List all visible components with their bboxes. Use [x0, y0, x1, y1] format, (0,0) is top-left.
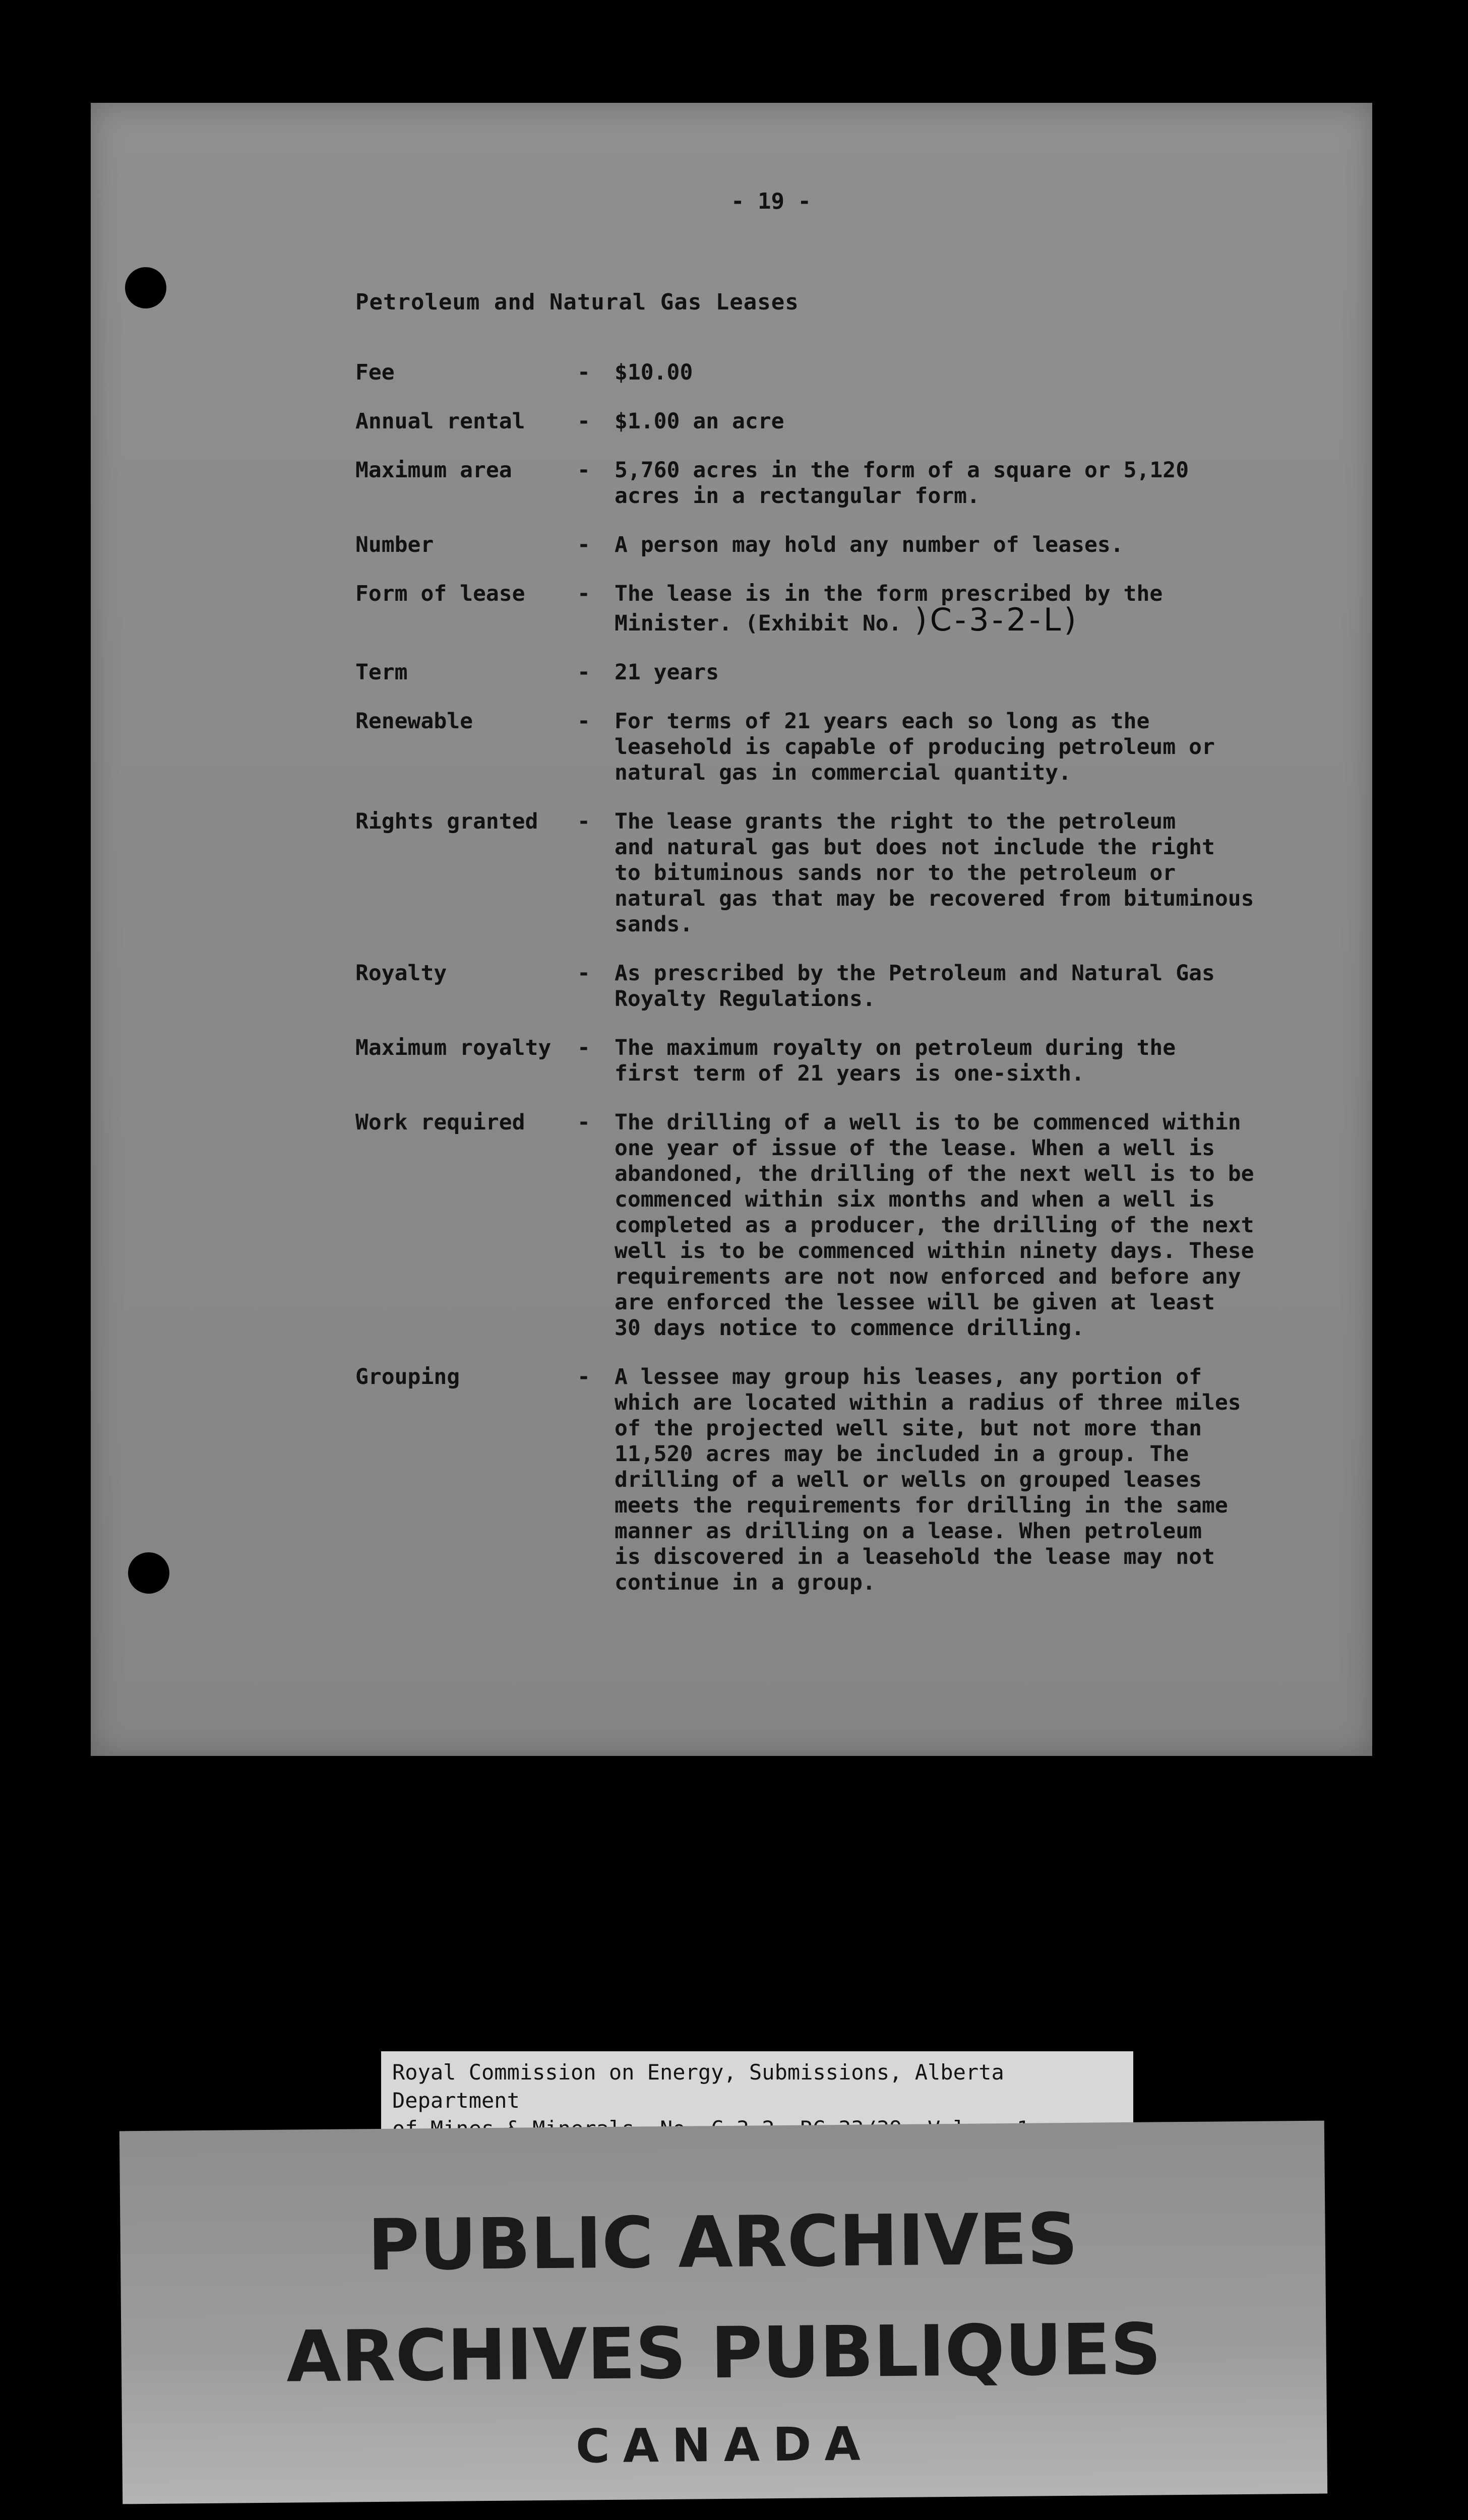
- term-description: For terms of 21 years each so long as the leasehold is capable of producing petroleum or natural gas in commercial quantity.: [615, 709, 1215, 785]
- term-description: 5,760 acres in the form of a square or 5,120 acres in a rectangular form.: [615, 458, 1189, 509]
- term-dash: -: [577, 532, 590, 557]
- term-row-fee: [355, 360, 1354, 386]
- term-label: Maximum area: [355, 458, 512, 483]
- punch-hole: [128, 1552, 169, 1594]
- term-dash: -: [577, 581, 590, 606]
- term-dash: -: [577, 709, 590, 734]
- term-label: Royalty: [355, 961, 447, 986]
- term-description: The drilling of a well is to be commenced within one year of issue of the lease. When a well is abandoned, the drilling of the next well is to be commenced within six months and when a well is completed as a producer, the drilling of the next well is to be commenced within ninety days. These requirements are not now enforced and before any are enforced the lessee will be given at least 30 days notice to commence drilling.: [615, 1110, 1254, 1341]
- archive-citation-label: Royal Commission on Energy, Submissions, Alberta Department: [381, 2051, 1133, 2130]
- term-label: Maximum royalty: [355, 1035, 552, 1060]
- term-description: $10.00: [615, 360, 693, 385]
- handwritten-exhibit-number: )C-3-2-L): [914, 601, 1079, 638]
- term-label: Renewable: [355, 709, 473, 734]
- page-heading: Petroleum and Natural Gas Leases: [355, 289, 799, 315]
- document-page: [91, 103, 1372, 1756]
- term-description: 21 years: [615, 660, 719, 685]
- term-dash: -: [577, 1035, 590, 1060]
- term-row-work-required: [355, 1110, 1354, 1341]
- term-description: The maximum royalty on petroleum during the first term of 21 years is one-sixth.: [615, 1035, 1176, 1086]
- punch-hole: [125, 267, 166, 308]
- stamp-line-public-archives: PUBLIC ARCHIVES: [367, 2198, 1078, 2287]
- term-row-renewable: [355, 709, 1354, 786]
- term-dash: -: [577, 660, 590, 685]
- term-description: A person may hold any number of leases.: [615, 532, 1124, 557]
- page-number: - 19 -: [731, 188, 811, 214]
- term-row-maximum-royalty: [355, 1035, 1354, 1087]
- term-dash: -: [577, 1364, 590, 1390]
- term-dash: -: [577, 458, 590, 483]
- term-label: Number: [355, 532, 434, 557]
- archives-stamp: [119, 2121, 1327, 2504]
- term-label: Grouping: [355, 1364, 460, 1390]
- term-row-maximum-area: [355, 458, 1354, 509]
- term-row-number: [355, 532, 1354, 558]
- term-label: Form of lease: [355, 581, 525, 606]
- stamp-line-canada: CANADA: [575, 2417, 874, 2474]
- term-label: Annual rental: [355, 409, 525, 434]
- term-description: $1.00 an acre: [615, 409, 784, 434]
- term-dash: -: [577, 809, 590, 834]
- term-row-term: [355, 660, 1354, 685]
- term-dash: -: [577, 409, 590, 434]
- lease-terms-list: [355, 360, 1354, 1619]
- term-description: [615, 581, 1354, 637]
- term-row-rights-granted: [355, 809, 1354, 937]
- term-row-annual-rental: [355, 409, 1354, 434]
- term-label: Fee: [355, 360, 395, 385]
- term-label: Term: [355, 660, 408, 685]
- term-label: Work required: [355, 1110, 525, 1135]
- stamp-line-archives-publiques: ARCHIVES PUBLIQUES: [286, 2308, 1161, 2399]
- term-description: As prescribed by the Petroleum and Natural Gas Royalty Regulations.: [615, 961, 1215, 1012]
- term-row-form-of-lease: [355, 581, 1354, 637]
- term-row-royalty: [355, 961, 1354, 1012]
- term-dash: -: [577, 1110, 590, 1135]
- term-description: A lessee may group his leases, any portion of which are located within a radius of three miles of the projected well site, but not more than 11,520 acres may be included in a group. The drilling of a well or wells on grouped leases meets the requirements for drilling in the same manner as drilling on a lease. When petroleum is discovered in a leasehold the lease may not continue in a group.: [615, 1364, 1241, 1595]
- term-label: Rights granted: [355, 809, 538, 834]
- term-dash: -: [577, 360, 590, 385]
- term-dash: -: [577, 961, 590, 986]
- term-description-text: The lease is in the form prescribed by the Minister. (Exhibit No.: [615, 581, 1163, 636]
- term-description: The lease grants the right to the petroleum and natural gas but does not include the right to bituminous sands nor to the petroleum or natural gas that may be recovered from bituminous sands.: [615, 809, 1254, 937]
- term-row-grouping: [355, 1364, 1354, 1596]
